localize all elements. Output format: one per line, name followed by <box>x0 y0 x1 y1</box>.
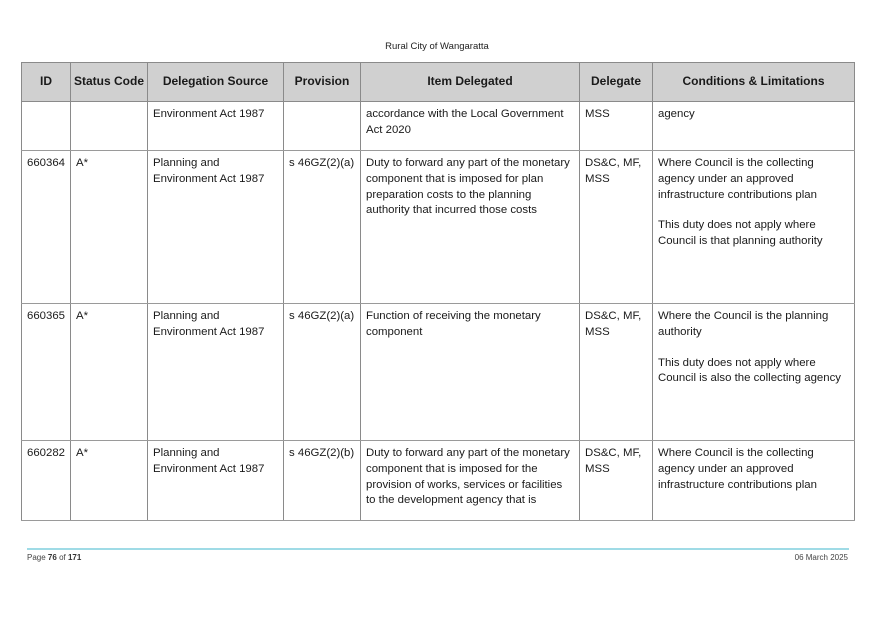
cell-delegation-source: Planning and Environment Act 1987 <box>148 304 284 441</box>
cell-provision <box>284 102 361 151</box>
cell-delegation-source: Planning and Environment Act 1987 <box>148 441 284 521</box>
cell-conditions <box>653 102 855 151</box>
cell-item-delegated: Duty to forward any part of the monetary component that is imposed for plan preparation costs to the planning authority that incurred those costs <box>361 151 580 304</box>
condition-text: agency <box>658 108 695 120</box>
cell-delegation-source: Environment Act 1987 <box>148 102 284 151</box>
footer-divider <box>27 548 849 550</box>
page-number: 76 <box>47 553 57 562</box>
condition-text: Where Council is the collecting agency under an approved infrastructure contributions plan <box>658 157 817 201</box>
cell-status-code: A* <box>71 151 148 304</box>
cell-id: 660282 <box>22 441 71 521</box>
cell-delegate: DS&C, MF, MSS <box>580 441 653 521</box>
document-date: 06 March 2025 <box>794 553 848 562</box>
cell-provision: s 46GZ(2)(a) <box>284 304 361 441</box>
column-header-delegate: Delegate <box>580 63 653 102</box>
delegation-table <box>21 62 855 521</box>
cell-provision: s 46GZ(2)(a) <box>284 151 361 304</box>
cell-status-code: A* <box>71 304 148 441</box>
cell-delegate: DS&C, MF, MSS <box>580 151 653 304</box>
cell-provision: s 46GZ(2)(b) <box>284 441 361 521</box>
cell-status-code: A* <box>71 441 148 521</box>
condition-text: Where the Council is the planning authority <box>658 310 829 338</box>
column-header-status-code: Status Code <box>71 63 148 102</box>
cell-delegate: MSS <box>580 102 653 151</box>
column-header-provision: Provision <box>284 63 361 102</box>
page-prefix: Page <box>27 553 46 562</box>
cell-id: 660365 <box>22 304 71 441</box>
cell-delegate: DS&C, MF, MSS <box>580 304 653 441</box>
page-indicator <box>27 553 81 562</box>
cell-item-delegated: accordance with the Local Government Act 2020 <box>361 102 580 151</box>
table-row <box>22 304 855 441</box>
table-row <box>22 102 855 151</box>
cell-id <box>22 102 71 151</box>
condition-text: This duty does not apply where Council is also the collecting agency <box>658 356 841 385</box>
condition-text: This duty does not apply where Council is that planning authority <box>658 219 823 248</box>
cell-id: 660364 <box>22 151 71 304</box>
column-header-delegation-source: Delegation Source <box>148 63 284 102</box>
cell-delegation-source: Planning and Environment Act 1987 <box>148 151 284 304</box>
column-header-item-delegated: Item Delegated <box>361 63 580 102</box>
cell-item-delegated: Function of receiving the monetary component <box>361 304 580 441</box>
cell-conditions <box>653 304 855 441</box>
column-header-id: ID <box>22 63 71 102</box>
page-of: of <box>59 553 66 562</box>
page-total: 171 <box>67 553 82 562</box>
cell-conditions <box>653 441 855 521</box>
document-header-title: Rural City of Wangaratta <box>385 41 489 52</box>
table-row <box>22 151 855 304</box>
column-header-conditions: Conditions & Limitations <box>653 63 855 102</box>
cell-status-code <box>71 102 148 151</box>
cell-item-delegated: Duty to forward any part of the monetary component that is imposed for the provision of works, services or facilities to the development agency that is <box>361 441 580 521</box>
cell-conditions <box>653 151 855 304</box>
table-row <box>22 441 855 521</box>
table-header-row <box>22 63 855 102</box>
condition-text: Where Council is the collecting agency under an approved infrastructure contributions plan <box>658 447 817 491</box>
